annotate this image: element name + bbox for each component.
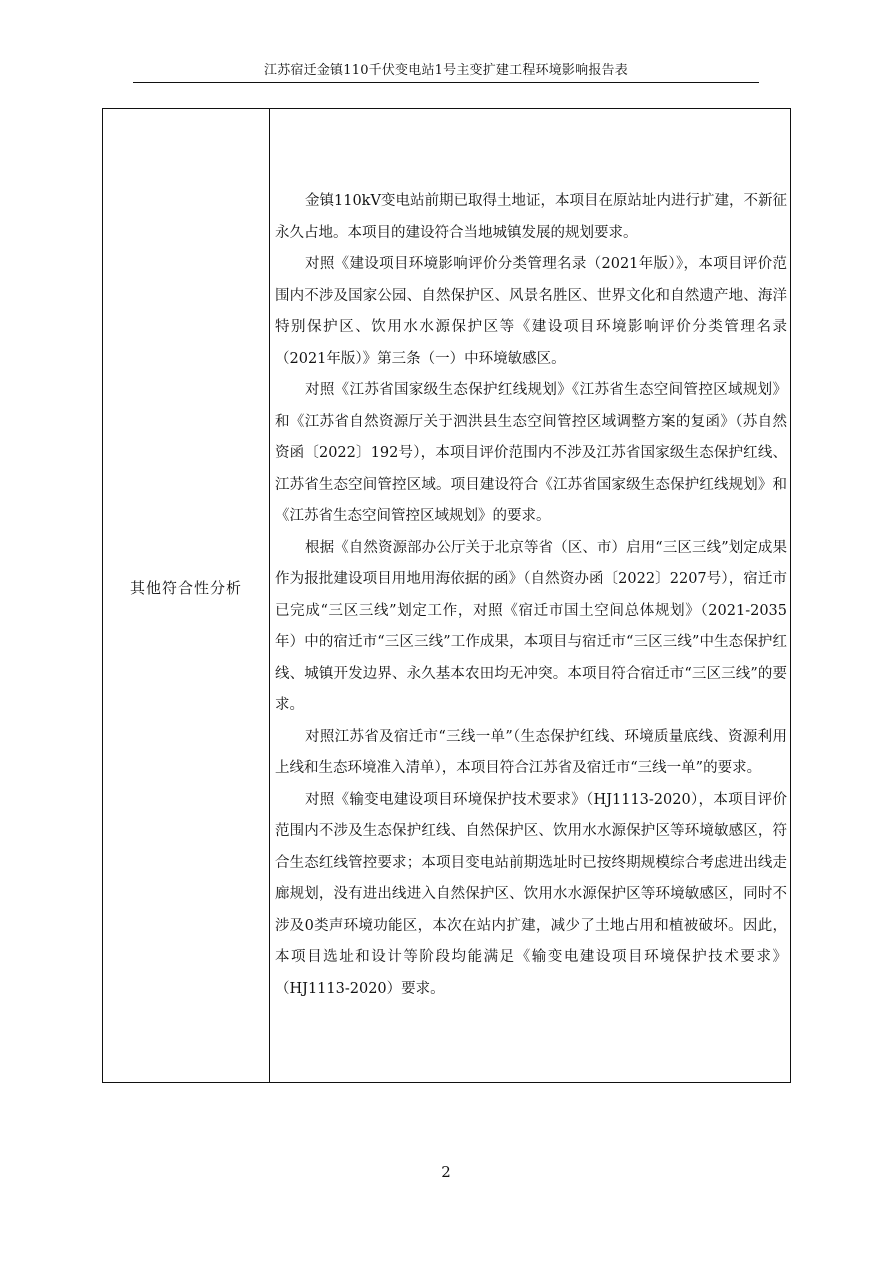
- analysis-table: [102, 108, 791, 1083]
- label-cell: [103, 109, 269, 1082]
- column-divider: [269, 109, 270, 1082]
- paragraph-classification-catalog: 对照《建设项目环境影响评价分类管理名录（2021年版）》，本项目评价范围内不涉及国家公园、自然保护区、风景名胜区、世界文化和自然遗产地、海洋特别保护区、饮用水水源保护区等《建设项目环境影响评价分类管理名录（2021年版）》第三条（一）中环境敏感区。: [275, 256, 787, 367]
- paragraph-technical-requirements: 对照《输变电建设项目环境保护技术要求》（HJ1113-2020），本项目评价范围内不涉及生态保护红线、自然保护区、饮用水水源保护区等环境敏感区，符合生态红线管控要求；本项目变电站前期选址时已按终期规模综合考虑进出线走廊规划，没有进出线进入自然保护区、饮用水水源保护区等环境敏感区，同时不涉及0类声环境功能区，本次在站内扩建，减少了土地占用和植被破坏。因此，本项目选址和设计等阶段均能满足《输变电建设项目环境保护技术要求》（HJ1113-2020）要求。: [275, 791, 787, 997]
- paragraph-three-zones-three-lines: 根据《自然资源部办公厅关于北京等省（区、市）启用“三区三线”划定成果作为报批建设项目用地用海依据的函》（自然资办函〔2022〕2207号），宿迁市已完成“三区三线”划定工作，对照《宿迁市国土空间总体规划》（2021-2035年）中的宿迁市“三区三线”工作成果，本项目与宿迁市“三区三线”中生态保护红线、城镇开发边界、永久基本农田均无冲突。本项目符合宿迁市“三区三线”的要求。: [275, 539, 787, 713]
- row-label: 其他符合性分析: [129, 579, 242, 597]
- paragraph-land-use: 金镇110kV变电站前期已取得土地证，本项目在原站址内进行扩建，不新征永久占地。本项目的建设符合当地城镇发展的规划要求。: [275, 193, 787, 241]
- content-cell: [275, 186, 787, 1005]
- paragraph-ecological-redline: 对照《江苏省国家级生态保护红线规划》《江苏省生态空间管控区域规划》和《江苏省自然资源厅关于泗洪县生态空间管控区域调整方案的复函》（苏自然资函〔2022〕192号），本项目评价范围内不涉及江苏省国家级生态保护红线、江苏省生态空间管控区域。项目建设符合《江苏省国家级生态保护红线规划》和《江苏省生态空间管控区域规划》的要求。: [275, 382, 787, 524]
- page-number: 2: [441, 1163, 451, 1181]
- header-rule: [133, 82, 759, 83]
- paragraph-three-lines-one-list: 对照江苏省及宿迁市“三线一单”（生态保护红线、环境质量底线、资源利用上线和生态环境准入清单），本项目符合江苏省及宿迁市“三线一单”的要求。: [275, 728, 787, 776]
- document-header-title: 江苏宿迁金镇110千伏变电站1号主变扩建工程环境影响报告表: [264, 63, 628, 78]
